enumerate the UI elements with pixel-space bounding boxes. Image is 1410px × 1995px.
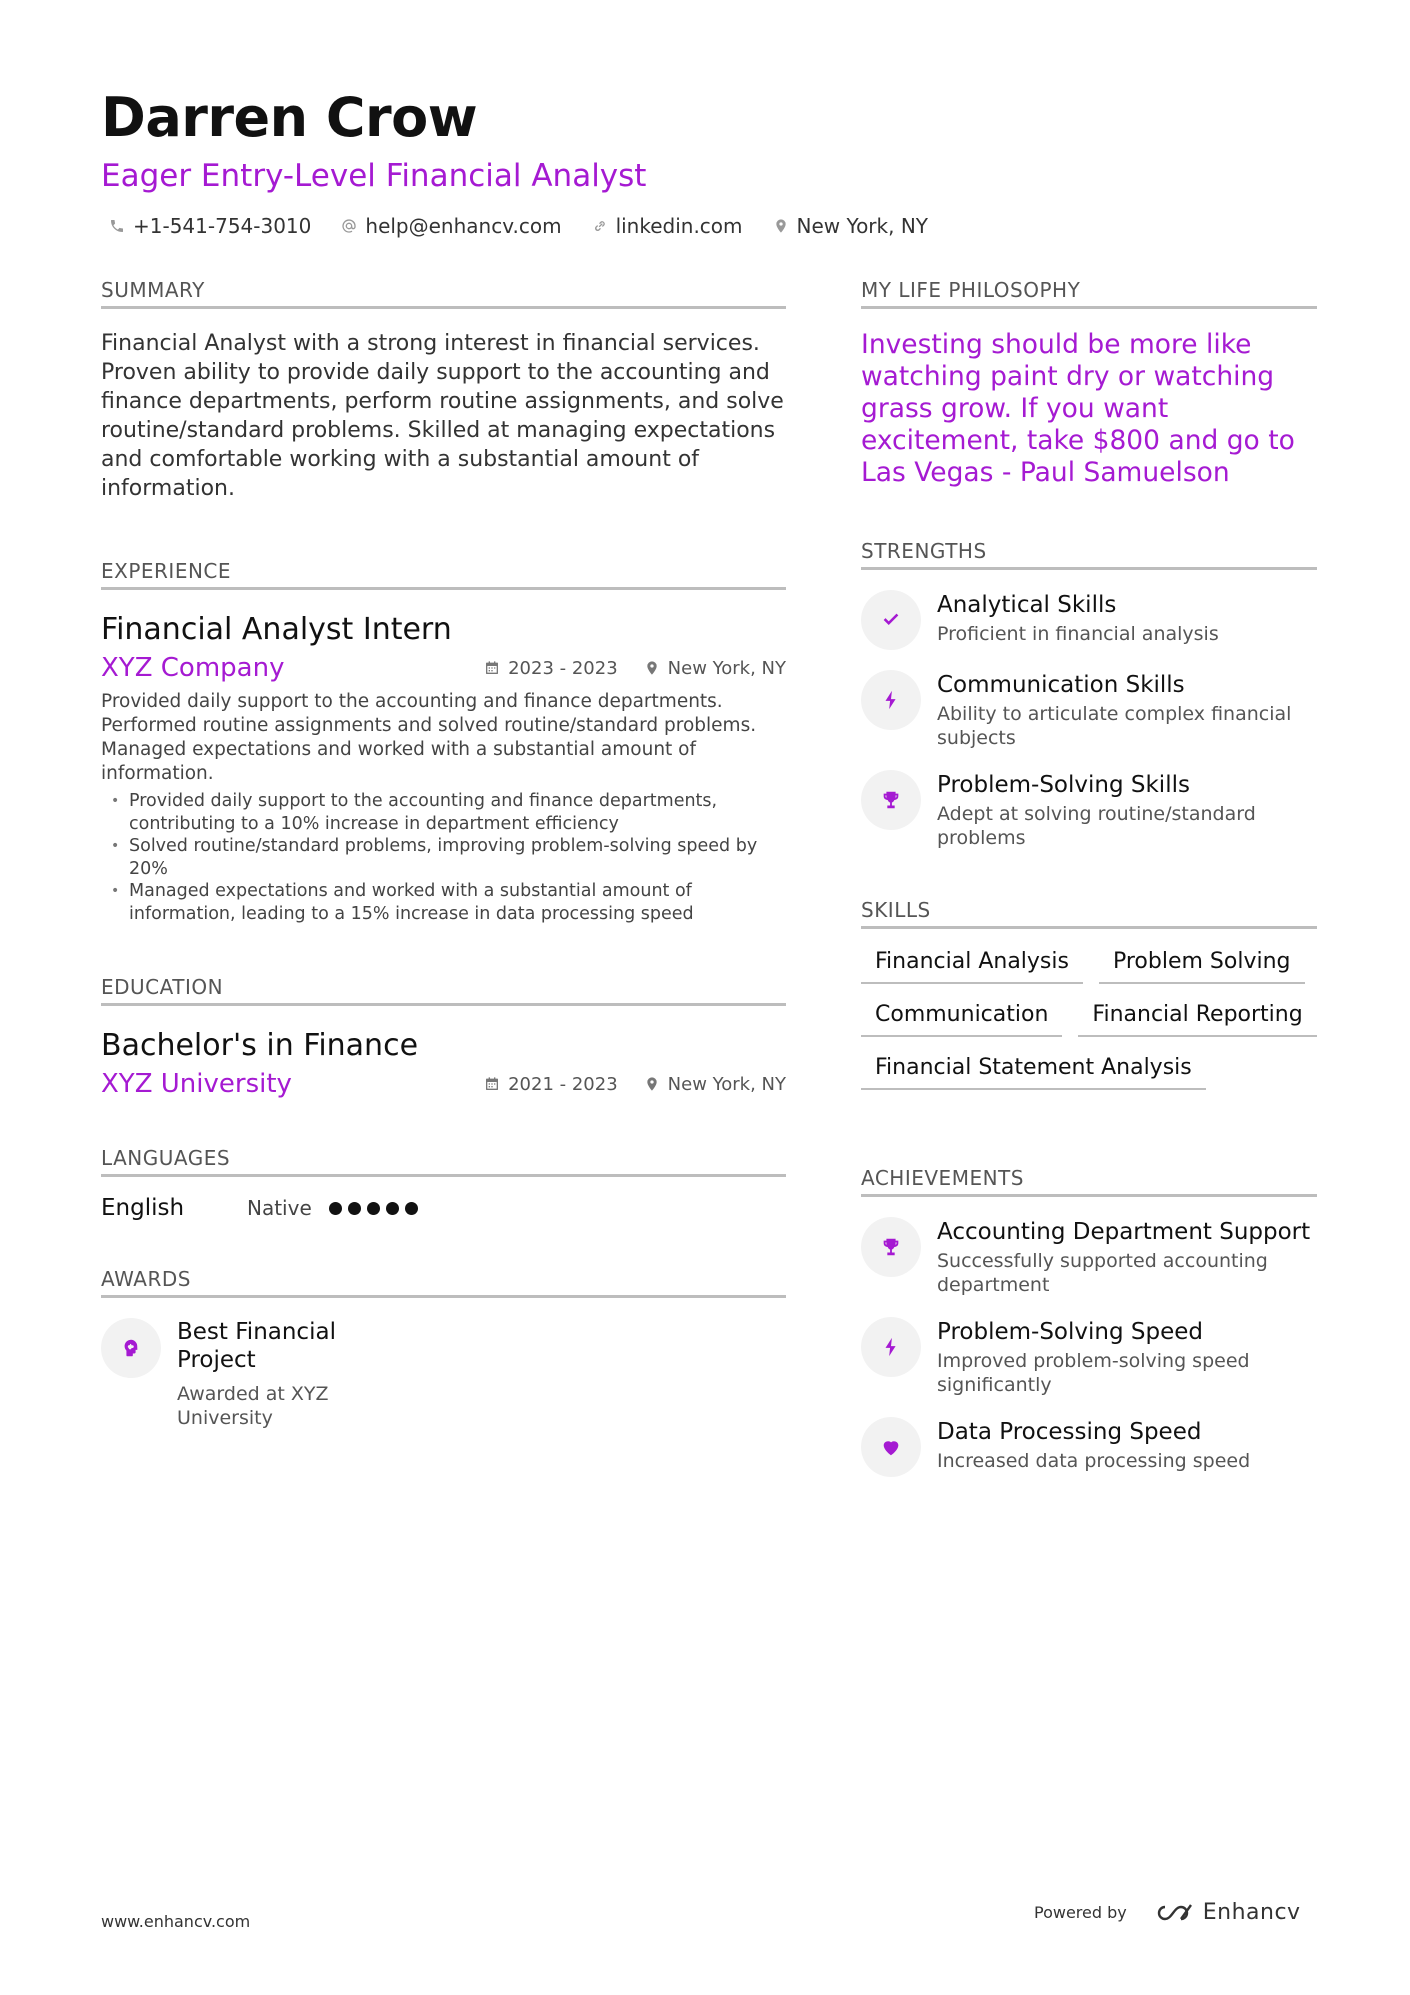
award-desc: Awarded at XYZ University <box>177 1383 329 1429</box>
strengths-heading: STRENGTHS <box>861 539 1317 570</box>
award-icon-wrap <box>101 1318 161 1378</box>
strength-icon-wrap <box>861 670 921 730</box>
strength-item <box>861 670 1317 750</box>
trophy-icon <box>880 789 902 811</box>
philosophy-quote: Investing should be more like watching paint dry or watching grass grow. If you want excitement, take $800 and go to Las Vegas - Paul Samuelson <box>861 329 1295 488</box>
strength-icon-wrap <box>861 770 921 830</box>
link-icon <box>592 218 608 234</box>
language-item <box>101 1195 786 1221</box>
strength-body <box>937 590 1219 650</box>
philosophy-section <box>861 278 1317 489</box>
rating-dot <box>386 1202 399 1215</box>
job-bullet: • Solved routine/standard problems, improving problem-solving speed by 20% <box>101 835 786 880</box>
achievement-title: Data Processing Speed <box>937 1419 1202 1445</box>
strength-title: Problem-Solving Skills <box>937 772 1190 798</box>
bolt-icon <box>880 689 902 711</box>
strength-item <box>861 590 1317 650</box>
award-item <box>101 1318 786 1430</box>
education-section <box>101 975 786 1102</box>
skill-tag: Financial Analysis <box>861 945 1083 984</box>
brand-name: Enhancv <box>1202 1900 1301 1925</box>
contact-email[interactable] <box>341 214 561 238</box>
strength-title: Analytical Skills <box>937 592 1117 618</box>
strength-title: Communication Skills <box>937 672 1185 698</box>
location-text: New York, NY <box>796 214 929 238</box>
right-column <box>861 278 1317 1477</box>
candidate-name: Darren Crow <box>101 86 478 149</box>
contact-location <box>773 214 928 238</box>
languages-section <box>101 1146 786 1221</box>
skill-tag: Financial Statement Analysis <box>861 1051 1206 1090</box>
job-bullet: • Managed expectations and worked with a substantial amount of information, leading to a 15% increase in data processing speed <box>101 880 786 925</box>
rating-dot <box>329 1202 342 1215</box>
location-pin-icon <box>644 1076 660 1092</box>
edu-dates: 2021 - 2023 <box>484 1074 618 1095</box>
languages-heading: LANGUAGES <box>101 1146 786 1177</box>
experience-heading: EXPERIENCE <box>101 559 786 590</box>
achievement-icon-wrap <box>861 1417 921 1477</box>
job-dates: 2023 - 2023 <box>484 658 618 679</box>
footer-website[interactable]: www.enhancv.com <box>101 1912 251 1931</box>
brain-icon <box>120 1337 142 1359</box>
company-name: XYZ Company <box>101 653 285 683</box>
skills-section <box>861 898 1317 1090</box>
phone-icon <box>109 218 125 234</box>
school-name: XYZ University <box>101 1069 292 1099</box>
skills-list <box>861 945 1317 1090</box>
rating-dot <box>348 1202 361 1215</box>
achievement-body <box>937 1417 1250 1477</box>
calendar-icon <box>484 1076 500 1092</box>
language-name: English <box>101 1195 185 1221</box>
award-title: Best Financial Project <box>177 1319 336 1373</box>
award-body <box>177 1318 367 1430</box>
language-level: Native <box>247 1196 312 1220</box>
achievement-desc: Increased data processing speed <box>937 1450 1251 1472</box>
awards-heading: AWARDS <box>101 1267 786 1298</box>
summary-heading: SUMMARY <box>101 278 786 309</box>
resume-header <box>101 82 1321 238</box>
strength-item <box>861 770 1317 850</box>
edu-meta <box>484 1074 786 1095</box>
summary-section <box>101 278 786 503</box>
contact-bar <box>101 214 1321 238</box>
skill-tag: Communication <box>861 998 1062 1037</box>
strength-desc: Ability to articulate complex financial subjects <box>937 703 1292 749</box>
linkedin-text: linkedin.com <box>615 214 743 238</box>
language-rating <box>329 1202 418 1215</box>
rating-dot <box>367 1202 380 1215</box>
achievement-body <box>937 1317 1317 1397</box>
philosophy-heading: MY LIFE PHILOSOPHY <box>861 278 1317 309</box>
edu-meta-row <box>101 1066 786 1102</box>
awards-section <box>101 1267 786 1430</box>
achievement-icon-wrap <box>861 1217 921 1277</box>
achievement-icon-wrap <box>861 1317 921 1377</box>
strength-desc: Proficient in financial analysis <box>937 623 1219 645</box>
email-text: help@enhancv.com <box>365 214 562 238</box>
achievement-item <box>861 1217 1317 1297</box>
footer-brand-area <box>1034 1900 1301 1925</box>
achievements-heading: ACHIEVEMENTS <box>861 1166 1317 1197</box>
enhancv-logo-icon <box>1151 1901 1195 1925</box>
job-bullets <box>101 790 786 925</box>
strength-desc: Adept at solving routine/standard problems <box>937 803 1256 849</box>
skill-tag: Financial Reporting <box>1078 998 1316 1037</box>
experience-section <box>101 559 786 925</box>
achievement-title: Problem-Solving Speed <box>937 1319 1203 1345</box>
candidate-title: Eager Entry-Level Financial Analyst <box>101 158 647 194</box>
edu-location: New York, NY <box>644 1074 786 1095</box>
rating-dot <box>405 1202 418 1215</box>
job-title: Financial Analyst Intern <box>101 612 452 647</box>
skill-tag: Problem Solving <box>1099 945 1305 984</box>
achievement-item <box>861 1417 1317 1477</box>
location-pin-icon <box>644 660 660 676</box>
location-pin-icon <box>773 218 789 234</box>
trophy-icon <box>880 1236 902 1258</box>
job-location: New York, NY <box>644 658 786 679</box>
job-meta <box>484 658 786 679</box>
skills-heading: SKILLS <box>861 898 1317 929</box>
calendar-icon <box>484 660 500 676</box>
achievement-desc: Improved problem-solving speed significantly <box>937 1350 1250 1396</box>
check-icon <box>880 609 902 631</box>
heart-icon <box>880 1436 902 1458</box>
strength-body <box>937 670 1317 750</box>
enhancv-logo[interactable] <box>1151 1900 1301 1925</box>
job-bullet: • Provided daily support to the accounting and finance departments, contributing to a 10% increase in department efficiency <box>101 790 786 835</box>
strengths-section <box>861 539 1317 850</box>
bolt-icon <box>880 1336 902 1358</box>
summary-text: Financial Analyst with a strong interest in financial services. Proven ability to provide daily support to the accounting and finance departments, perform routine assignments, and solve routine/standard problems. Skilled at managing expectations and comfortable working with a substantial amount of information. <box>101 331 784 501</box>
contact-linkedin[interactable] <box>592 214 743 238</box>
at-icon <box>341 218 357 234</box>
achievement-item <box>861 1317 1317 1397</box>
strength-body <box>937 770 1317 850</box>
strength-icon-wrap <box>861 590 921 650</box>
education-heading: EDUCATION <box>101 975 786 1006</box>
achievement-title: Accounting Department Support <box>937 1219 1311 1245</box>
job-meta-row <box>101 650 786 686</box>
degree-title: Bachelor's in Finance <box>101 1028 419 1063</box>
phone-text: +1-541-754-3010 <box>133 214 312 238</box>
contact-phone <box>109 214 311 238</box>
left-column <box>101 278 786 1430</box>
achievement-desc: Successfully supported accounting department <box>937 1250 1268 1296</box>
achievement-body <box>937 1217 1317 1297</box>
job-description: Provided daily support to the accounting and finance departments. Performed routine assignments and solved routine/standard problems. Managed expectations and worked with a substantial amount of information. <box>101 691 757 784</box>
achievements-section <box>861 1166 1317 1477</box>
powered-by-text: Powered by <box>1034 1903 1127 1922</box>
